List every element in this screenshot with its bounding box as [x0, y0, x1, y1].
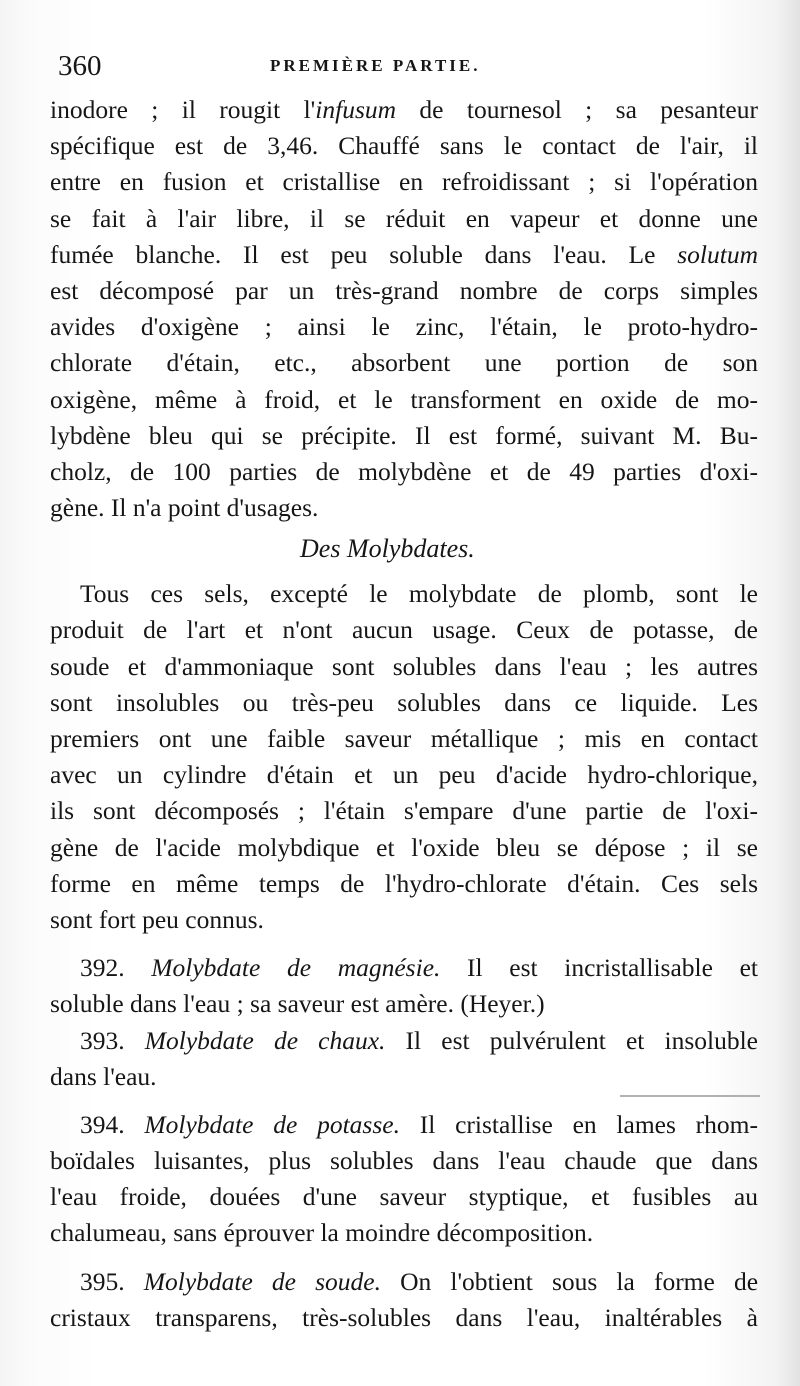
text-line: se fait à l'air libre, il se réduit en vapeur et donne une [50, 203, 758, 233]
text-span: de tournesol ; sa pesanteur [396, 95, 758, 124]
text-line: sont insolubles ou très-peu solubles dans ce liquide. Les [50, 687, 758, 717]
text-span: inodore ; il rougit l' [50, 95, 316, 124]
rule-mark [620, 1095, 760, 1097]
text-line: dans l'eau. [50, 1061, 157, 1091]
entry-392 [50, 950, 758, 986]
text-line: cholz, de 100 parties de molybdène et de 49 parties d'oxi- [50, 456, 758, 486]
text-line [50, 92, 758, 128]
text-line: l'eau froide, douées d'une saveur styptique, et fusibles au [50, 1182, 758, 1212]
text-span: fumée blanche. Il est peu soluble dans l'eau. Le [50, 239, 678, 269]
text-line: chalumeau, sans éprouver la moindre décomposition. [50, 1218, 594, 1248]
entry-title: Molybdate de potasse. [144, 1109, 400, 1139]
text-line [50, 237, 758, 273]
text-span: Il cristallise en lames rhom- [399, 1109, 758, 1139]
text-line: avides d'oxigène ; ainsi le zinc, l'étain, le proto-hydro- [50, 312, 758, 342]
text-line: produit de l'art et n'ont aucun usage. Ceux de potasse, de [50, 615, 758, 645]
text-line: soluble dans l'eau ; sa saveur est amère. (Heyer.) [50, 989, 545, 1019]
entry-number: 394. [80, 1109, 125, 1139]
text-line: premiers ont une faible saveur métallique ; mis en contact [50, 724, 758, 753]
text-line: boïdales luisantes, plus solubles dans l'eau chaude que dans [50, 1146, 758, 1176]
text-line: lybdène bleu qui se précipite. Il est formé, suivant M. Bu- [50, 420, 758, 450]
text-line: soude et d'ammoniaque sont solubles dans l'eau ; les autres [50, 651, 758, 681]
text-line: est décomposé par un très-grand nombre de corps simples [50, 275, 758, 305]
text-line: chlorate d'étain, etc., absorbent une portion de son [50, 348, 758, 378]
entry-title: Molybdate de chaux. [144, 1025, 386, 1055]
text-line: spécifique est de 3,46. Chauffé sans le contact de l'air, il [50, 131, 758, 161]
text-span: Il est pulvérulent et insoluble [385, 1025, 758, 1055]
spacer [50, 938, 758, 950]
text-line: ils sont décomposés ; l'étain s'empare d'une partie de l'oxi- [50, 796, 758, 826]
entry-number: 393. [80, 1025, 125, 1055]
italic-term: solutum [677, 239, 758, 269]
text-span: On l'obtient sous la forme de [380, 1266, 758, 1296]
entry-number: 392. [80, 953, 125, 983]
text-line: gène. Il n'a point d'usages. [50, 493, 319, 523]
spacer [50, 1252, 758, 1264]
entry-394 [50, 1107, 758, 1143]
running-title: PREMIÈRE PARTIE. [270, 56, 481, 75]
italic-term: infusum [315, 95, 397, 124]
page-number: 360 [58, 50, 102, 82]
section-heading: Des Molybdates. [300, 534, 475, 564]
entry-title: Molybdate de soude. [143, 1266, 381, 1296]
text-line: forme en même temps de l'hydro-chlorate d'étain. Ces sels [50, 868, 758, 898]
text-line: avec un cylindre d'étain et un peu d'acide hydro-chlorique, [50, 760, 758, 790]
body-text [50, 92, 758, 1336]
text-line: oxigène, même à froid, et le transforment en oxide de mo- [50, 384, 758, 414]
text-line: gène de l'acide molybdique et l'oxide bleu se dépose ; il se [50, 832, 758, 862]
text-line: cristaux transparens, très-solubles dans l'eau, inaltérables à [50, 1302, 758, 1332]
entry-title: Molybdate de magnésie. [151, 953, 441, 983]
text-line: sont fort peu connus. [50, 904, 264, 934]
running-head [58, 46, 758, 86]
entry-393 [50, 1023, 758, 1059]
text-span: Il est incristallisable et [440, 953, 758, 983]
entry-number: 395. [80, 1266, 125, 1296]
entry-395 [50, 1264, 758, 1300]
text-line: entre en fusion et cristallise en refroidissant ; si l'opération [50, 167, 758, 197]
text-line: Tous ces sels, excepté le molybdate de plomb, sont le [80, 579, 758, 609]
